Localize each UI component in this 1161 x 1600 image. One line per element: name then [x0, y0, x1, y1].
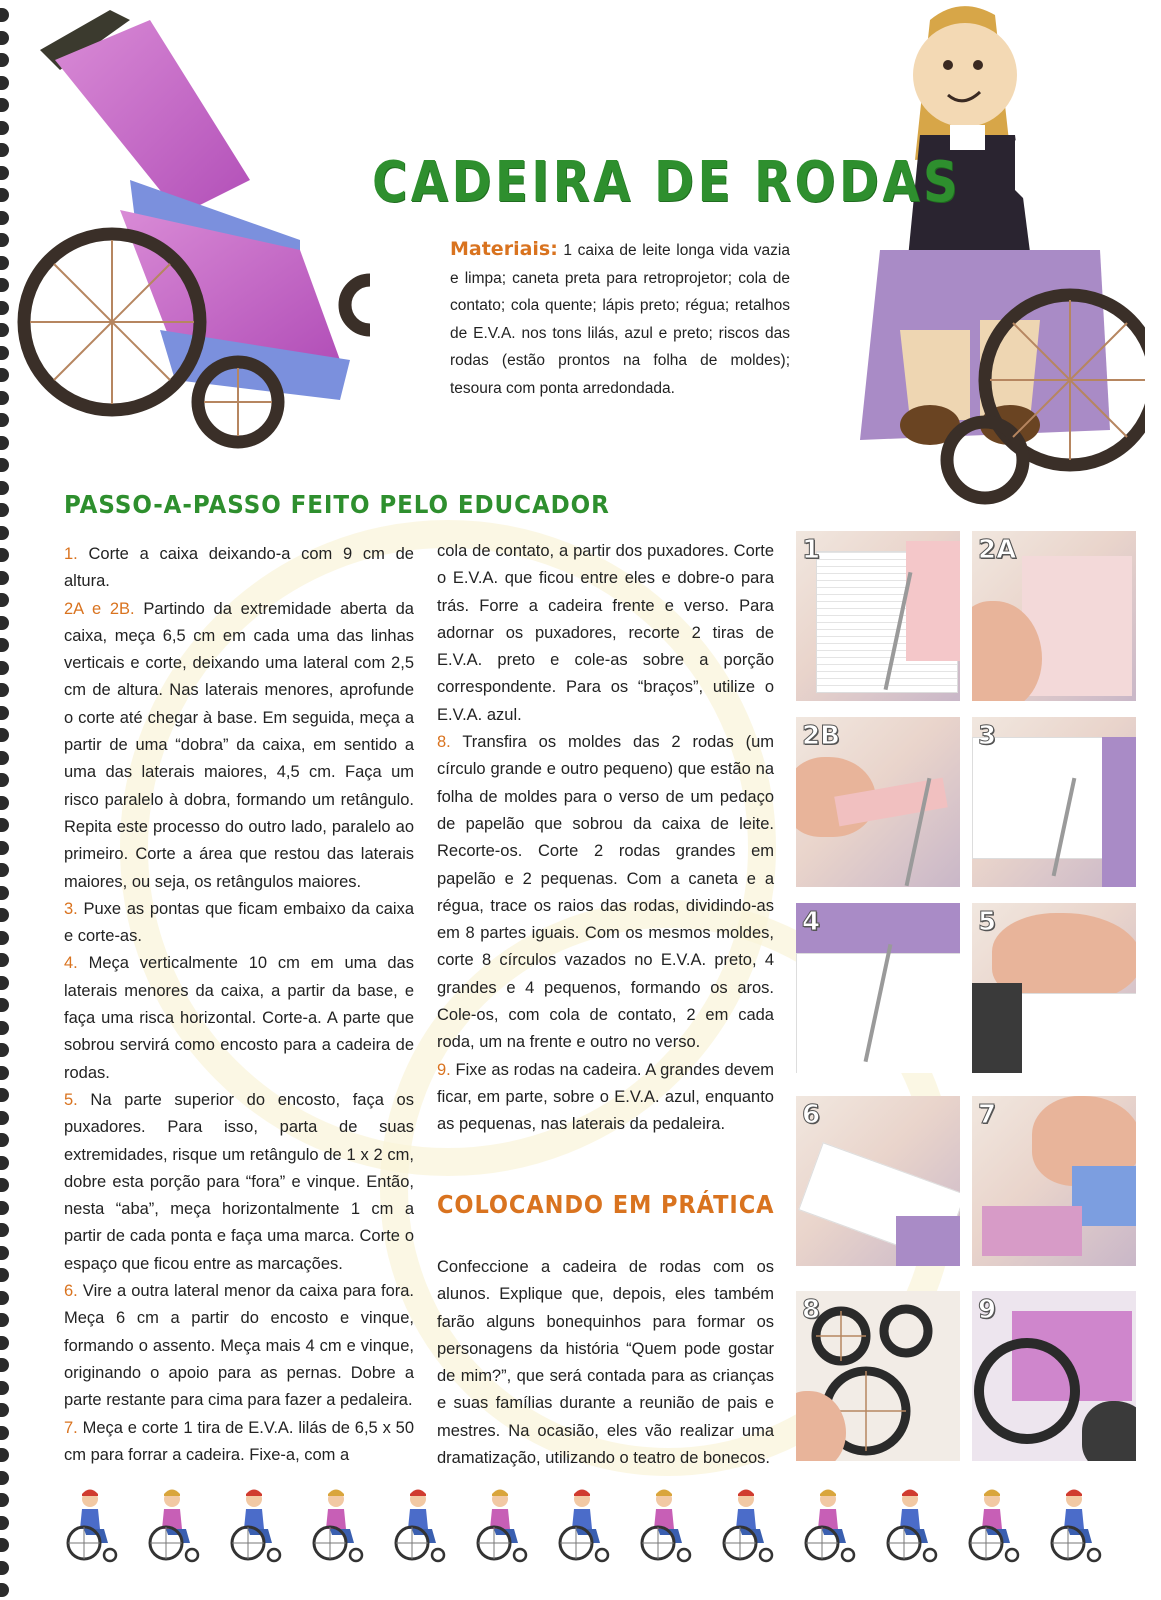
- binding-ring: [0, 998, 9, 1012]
- step-item: 2A e 2B. Partindo da extremidade aberta da caixa, meça 6,5 cm em cada uma das linhas verticais e corte, deixando uma lateral com 2,5 cm de altura. Nas laterais menores, aprofunde o corte até chegar à base. Em seguida, meça a partir de uma “dobra” da caixa, em sentido a uma das laterais maiores, 4,5 cm. Faça um risco paralelo à dobra, formando um retângulo. Repita este processo do outro lado, paralelo ao primeiro. Corte a área que restou das laterais maiores, ou seja, os retângulos maiores.: [64, 599, 414, 891]
- materials-text: 1 caixa de leite longa vida vazia e limpa; caneta preta para retroprojetor; cola de contato; cola quente; lápis preto; régua; retalhos de E.V.A. nos tons lilás, azul e preto; riscos das rodas (estão prontos na folha de moldes); tesoura com ponta arredondada.: [450, 242, 790, 397]
- binding-ring: [0, 1268, 9, 1282]
- step-item: 9. Fixe as rodas na cadeira. A grandes devem ficar, em parte, sobre o E.V.A. azul, enquanto as pequenas, nas laterais da pedaleira.: [437, 1060, 774, 1134]
- kid-wheelchair-icon: [470, 1485, 530, 1563]
- steps-column-2: [437, 538, 774, 1139]
- step-item: 7. Meça e corte 1 tira de E.V.A. lilás de 6,5 x 50 cm para forrar a cadeira. Fixe-a, com a: [64, 1418, 414, 1464]
- binding-ring: [0, 526, 9, 540]
- materials-label: Materiais:: [450, 238, 558, 260]
- kid-wheelchair-icon: [962, 1485, 1022, 1563]
- binding-ring: [0, 1381, 9, 1395]
- binding-ring: [0, 1471, 9, 1485]
- materials-section: [450, 236, 790, 402]
- binding-ring: [0, 1088, 9, 1102]
- eva-sheet: [896, 1216, 960, 1266]
- binding-ring: [0, 796, 9, 810]
- kid-wheelchair-icon: [1044, 1485, 1104, 1563]
- kid-wheelchair-icon: [798, 1485, 858, 1563]
- step-photo-2a: [972, 531, 1136, 701]
- step-item: 8. Transfira os moldes das 2 rodas (um círculo grande e outro pequeno) que estão na folha de moldes para o verso de um pedaço de papelão que sobrou da caixa de leite. Recorte-os. Corte 2 rodas grandes em papelão e 2 pequenas. Com a caneta e a régua, trace os raios das rodas, dividindo-as em 8 partes iguais. Com os mesmos moldes, corte 8 círculos vazados no E.V.A. preto, 4 grandes e 4 pequenos, formando os aros. Cole-os, com cola de contato, 2 em cada roda, um na frente e outro no verso.: [437, 733, 774, 1052]
- binding-ring: [0, 1021, 9, 1035]
- step-photo-2b: [796, 717, 960, 887]
- binding-ring: [0, 1538, 9, 1552]
- binding-ring: [0, 1313, 9, 1327]
- binding-ring: [0, 1223, 9, 1237]
- step-photo-9: [972, 1291, 1136, 1461]
- binding-ring: [0, 706, 9, 720]
- binding-ring: [0, 661, 9, 675]
- page-title: CADEIRA DE RODAS: [372, 150, 962, 215]
- step-item: 4. Meça verticalmente 10 cm em uma das laterais menores da caixa, a partir da base, e faça uma risca horizontal. Corte-a. A parte que sobrou servirá como encosto para a cadeira de rodas.: [64, 954, 414, 1082]
- step-photo-label: 7: [978, 1100, 997, 1130]
- binding-ring: [0, 886, 9, 900]
- binding-ring: [0, 571, 9, 585]
- binding-ring: [0, 863, 9, 877]
- step-photo-4: [796, 903, 960, 1073]
- eva-sheet: [1102, 737, 1136, 887]
- step-photo-5: [972, 903, 1136, 1073]
- step-item: 6. Vire a outra lateral menor da caixa para fora. Meça 6 cm a partir do encosto e vinque, formando o assento. Meça mais 4 cm e vinque, originando o apoio para as pernas. Dobre a parte restante para cima para fazer a pedaleira.: [64, 1282, 414, 1410]
- binding-ring: [0, 1403, 9, 1417]
- binding-ring: [0, 1561, 9, 1575]
- binding-ring: [0, 616, 9, 630]
- kid-wheelchair-icon: [552, 1485, 612, 1563]
- binding-ring: [0, 1043, 9, 1057]
- step-photos-grid: [796, 531, 1151, 1467]
- step-photo-label: 9: [978, 1295, 997, 1325]
- glue-gun: [1082, 1401, 1136, 1461]
- wheelchair-craft-photo: [0, 0, 370, 470]
- kid-wheelchair-icon: [880, 1485, 940, 1563]
- step-photo-7: [972, 1096, 1136, 1266]
- step-photo-label: 5: [978, 907, 997, 937]
- binding-ring: [0, 1358, 9, 1372]
- step-photo-6: [796, 1096, 960, 1266]
- step-photo-label: 2B: [802, 721, 840, 751]
- doll-in-wheelchair-photo: [800, 0, 1145, 520]
- binding-ring: [0, 548, 9, 562]
- binding-ring: [0, 1448, 9, 1462]
- binding-ring: [0, 593, 9, 607]
- step-item: 1. Corte a caixa deixando-a com 9 cm de altura.: [64, 545, 414, 591]
- binding-ring: [0, 503, 9, 517]
- step-item: 5. Na parte superior do encosto, faça os puxadores. Para isso, parta de suas extremidades, risque um retângulo de 1 x 2 cm, dobre esta porção para “fora” e vinque. Então, nesta “aba”, meça horizontalmente 1 cm a partir de cada ponta e faça uma marca. Corte o espaço que ficou entre as marcações.: [64, 1090, 414, 1273]
- steps-heading: PASSO-A-PASSO FEITO PELO EDUCADOR: [64, 490, 610, 519]
- binding-ring: [0, 728, 9, 742]
- footer-wheelchair-kids-decoration: [60, 1485, 1140, 1565]
- binding-ring: [0, 1583, 9, 1597]
- kid-wheelchair-icon: [224, 1485, 284, 1563]
- binding-ring: [0, 908, 9, 922]
- milk-carton-side: [906, 541, 960, 661]
- black-eva: [972, 983, 1022, 1073]
- step-photo-label: 2A: [978, 535, 1017, 565]
- eva-sheet: [982, 1206, 1082, 1256]
- kid-wheelchair-icon: [388, 1485, 448, 1563]
- step-photo-label: 4: [802, 907, 821, 937]
- milk-carton: [796, 953, 960, 1073]
- practice-text: Confeccione a cadeira de rodas com os alunos. Explique que, depois, eles também farão alguns bonequinhos para formar os personagens da história “Quem pode gostar de mim?”, que será contada para as crianças e suas famílias durante a reunião de pais e mestres. Na ocasião, eles vão realizar uma dramatização, utilizando o teatro de bonecos.: [437, 1258, 774, 1468]
- binding-ring: [0, 1133, 9, 1147]
- binding-ring: [0, 1246, 9, 1260]
- binding-ring: [0, 1111, 9, 1125]
- step-item: 3. Puxe as pontas que ficam embaixo da caixa e corte-as.: [64, 899, 414, 946]
- binding-ring: [0, 773, 9, 787]
- binding-ring: [0, 1201, 9, 1215]
- binding-ring: [0, 1156, 9, 1170]
- binding-ring: [0, 931, 9, 945]
- kid-wheelchair-icon: [306, 1485, 366, 1563]
- binding-ring: [0, 841, 9, 855]
- binding-ring: [0, 1178, 9, 1192]
- eva-sheet: [796, 903, 960, 953]
- milk-carton: [972, 737, 1114, 859]
- kid-wheelchair-icon: [716, 1485, 776, 1563]
- steps-column-1: [64, 541, 414, 1469]
- binding-ring: [0, 683, 9, 697]
- kid-wheelchair-icon: [142, 1485, 202, 1563]
- step-photo-3: [972, 717, 1136, 887]
- binding-ring: [0, 1426, 9, 1440]
- binding-ring: [0, 638, 9, 652]
- binding-ring: [0, 1493, 9, 1507]
- step-continuation: cola de contato, a partir dos puxadores. Corte o E.V.A. que ficou entre eles e dobre-o para trás. Forre a cadeira frente e verso. Para adornar os puxadores, recorte 2 tiras de E.V.A. preto e cole-as sobre a porção correspondente. Para os “braços”, utilize o E.V.A. azul.: [437, 542, 774, 724]
- practice-heading: COLOCANDO EM PRÁTICA: [437, 1190, 775, 1219]
- binding-ring: [0, 1336, 9, 1350]
- binding-ring: [0, 976, 9, 990]
- binding-ring: [0, 1291, 9, 1305]
- step-photo-1: [796, 531, 960, 701]
- step-photo-label: 1: [802, 535, 821, 565]
- kid-wheelchair-icon: [634, 1485, 694, 1563]
- step-photo-label: 8: [802, 1295, 821, 1325]
- binding-ring: [0, 481, 9, 495]
- binding-ring: [0, 1066, 9, 1080]
- binding-ring: [0, 1516, 9, 1530]
- step-photo-label: 3: [978, 721, 997, 751]
- binding-ring: [0, 751, 9, 765]
- step-photo-8: [796, 1291, 960, 1461]
- step-photo-label: 6: [802, 1100, 821, 1130]
- binding-ring: [0, 818, 9, 832]
- kid-wheelchair-icon: [60, 1485, 120, 1563]
- binding-ring: [0, 953, 9, 967]
